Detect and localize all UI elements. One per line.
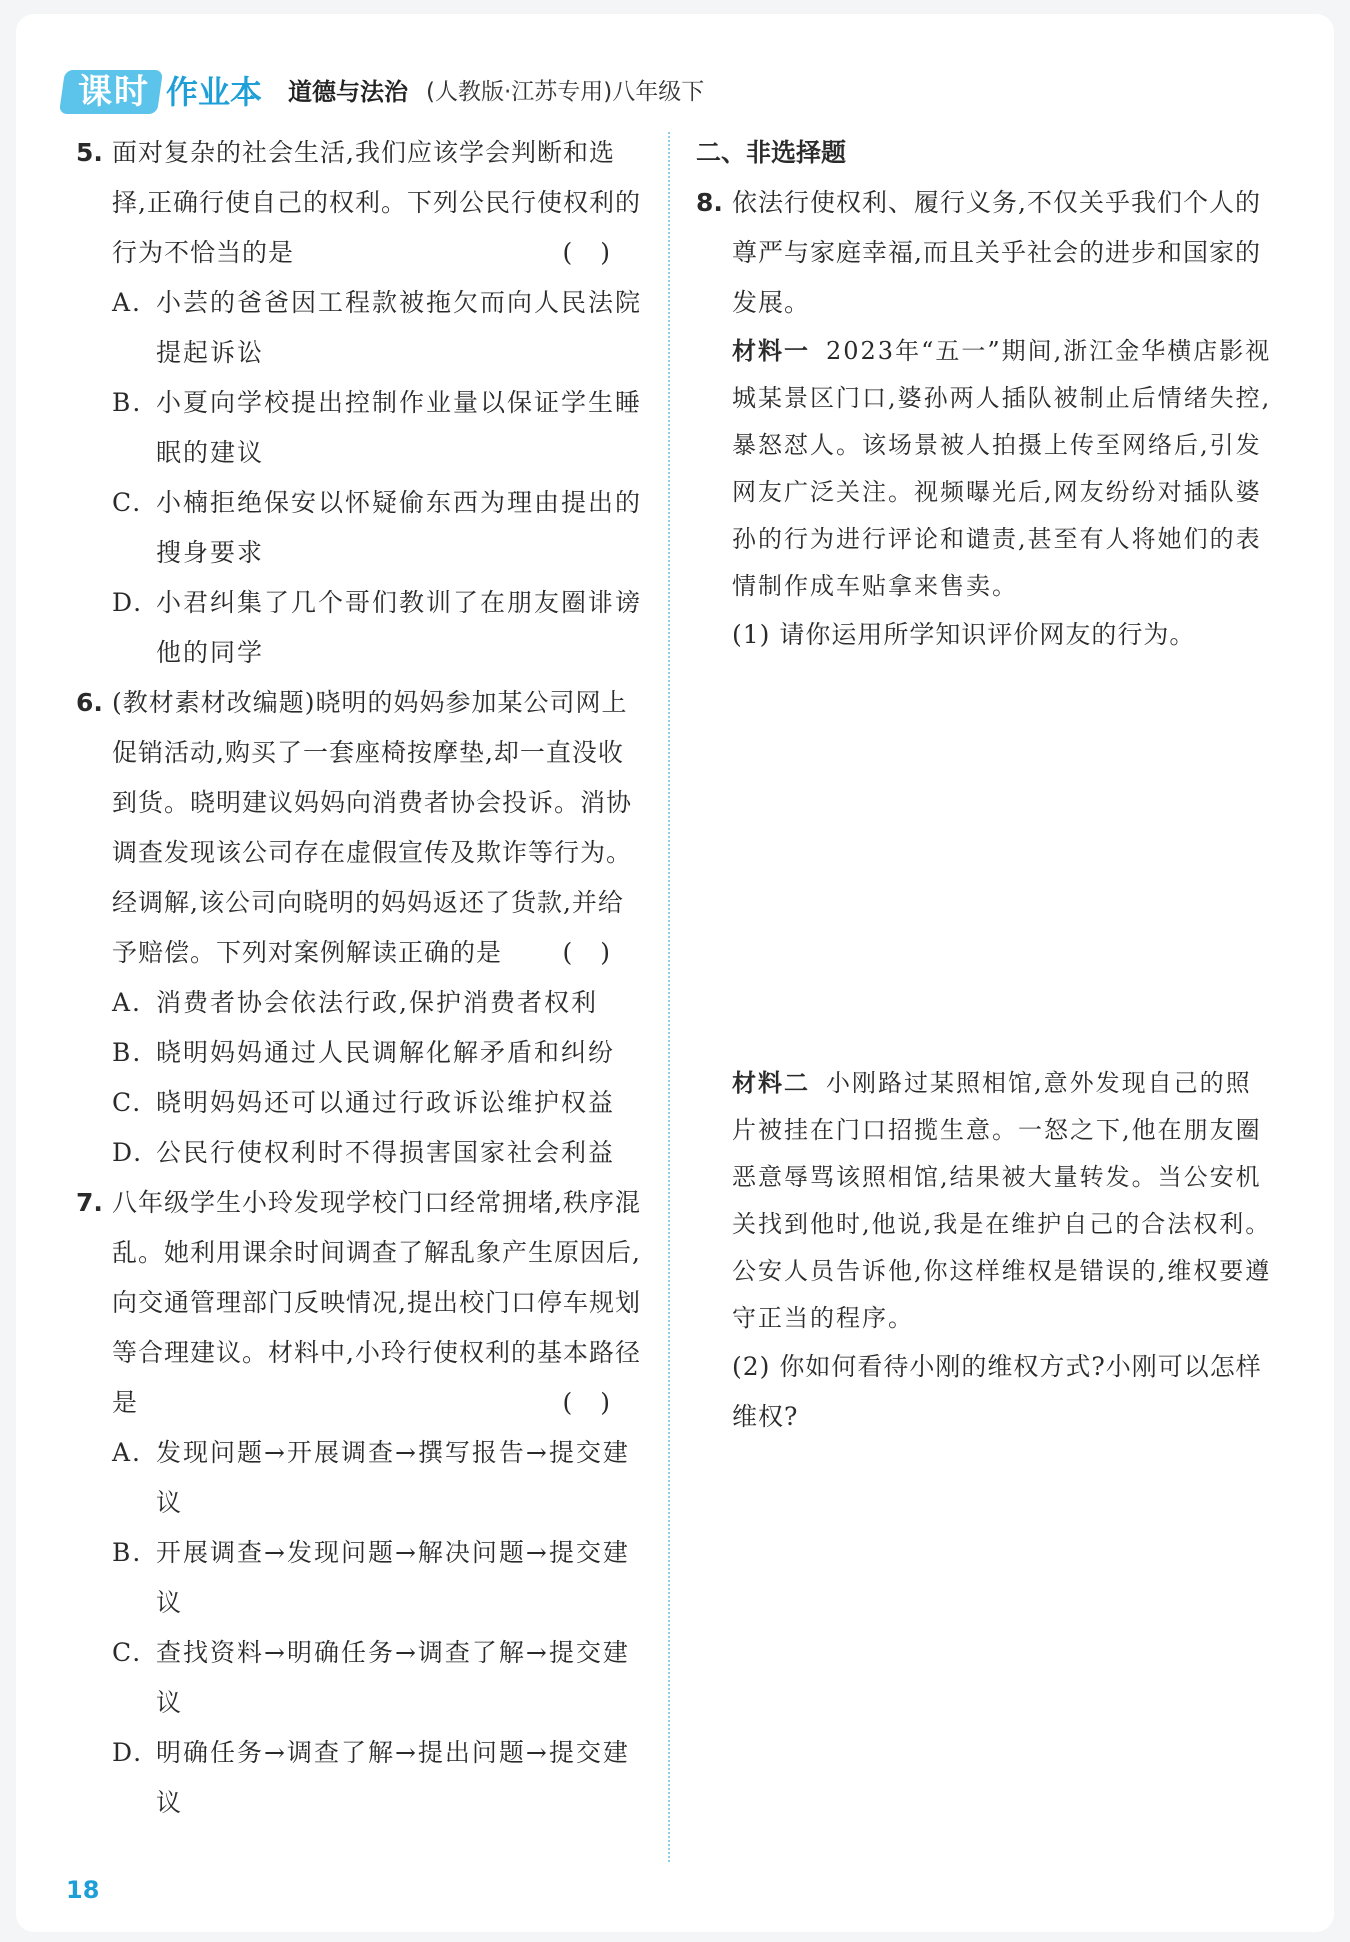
material-text: 2023年“五一”期间,浙江金华横店影视城某景区门口,婆孙两人插队被制止后情绪失控,暴怒怼人。该场景被人拍摄上传至网络后,引发网友广泛关注。视频曝光后,网友纷纷对插队婆孙的行为进行评论和谴责,甚至有人将她们的表情制作成车贴拿来售卖。 [732, 337, 1272, 600]
header-subject: 道德与法治 [288, 78, 408, 106]
right-column [696, 128, 1276, 1442]
option-label: A. [112, 988, 143, 1017]
answer-paren[interactable]: () [562, 238, 638, 267]
option-text: 明确任务→调查了解→提出问题→提交建议 [156, 1738, 630, 1817]
option-label: B. [112, 1538, 143, 1567]
section-title: 二、非选择题 [696, 138, 847, 167]
option-text: 公民行使权利时不得损害国家社会利益 [156, 1138, 616, 1167]
page-header [62, 64, 1262, 128]
option-d[interactable] [112, 1128, 646, 1178]
option-c[interactable] [112, 1078, 646, 1128]
left-column [76, 128, 646, 1828]
option-text: 小夏向学校提出控制作业量以保证学生睡眠的建议 [156, 388, 643, 467]
option-label: D. [112, 588, 144, 617]
option-text: 查找资料→明确任务→调查了解→提交建议 [156, 1638, 630, 1717]
option-label: C. [112, 1638, 143, 1667]
option-b[interactable] [112, 1028, 646, 1078]
question-number: 5. [76, 138, 103, 167]
option-c[interactable] [112, 1628, 646, 1728]
option-d[interactable] [112, 1728, 646, 1828]
option-b[interactable] [112, 378, 646, 478]
header-edition: (人教版·江苏专用)八年级下 [426, 79, 705, 105]
material-two [732, 1060, 1276, 1342]
logo-text-keshi: 课时 [78, 72, 150, 112]
page-number: 18 [66, 1876, 100, 1904]
question-stem [112, 678, 646, 978]
option-text: 小君纠集了几个哥们教训了在朋友圈诽谤他的同学 [156, 588, 643, 667]
option-label: C. [112, 488, 143, 517]
option-label: B. [112, 1038, 143, 1067]
column-divider [668, 132, 670, 1862]
option-label: A. [112, 1438, 143, 1467]
option-text: 晓明妈妈还可以通过行政诉讼维护权益 [156, 1088, 616, 1117]
question-stem-text: 面对复杂的社会生活,我们应该学会判断和选择,正确行使自己的权利。下列公民行使权利的行为不恰当的是 [112, 138, 641, 267]
option-text: 发现问题→开展调查→撰写报告→提交建议 [156, 1438, 630, 1517]
answer-paren[interactable]: () [562, 938, 638, 967]
option-label: C. [112, 1088, 143, 1117]
material-label: 材料二 [732, 1069, 810, 1097]
book-logo [62, 70, 272, 114]
option-a[interactable] [112, 278, 646, 378]
question-6 [76, 678, 646, 1178]
question-number: 8. [696, 188, 723, 217]
option-d[interactable] [112, 578, 646, 678]
option-label: B. [112, 388, 143, 417]
option-label: D. [112, 1138, 144, 1167]
option-text: 开展调查→发现问题→解决问题→提交建议 [156, 1538, 630, 1617]
answer-area-1[interactable] [696, 660, 1276, 1060]
option-a[interactable] [112, 1428, 646, 1528]
option-b[interactable] [112, 1528, 646, 1628]
material-one [732, 328, 1276, 610]
sub-question-1: (1) 请你运用所学知识评价网友的行为。 [732, 620, 1196, 649]
question-stem [112, 1178, 646, 1428]
question-5 [76, 128, 646, 678]
option-label: A. [112, 288, 143, 317]
question-stem-text: 八年级学生小玲发现学校门口经常拥堵,秩序混乱。她利用课余时间调查了解乱象产生原因后,向交通管理部门反映情况,提出校门口停车规划等合理建议。材料中,小玲行使权利的基本路径是 [112, 1188, 641, 1417]
option-text: 小芸的爸爸因工程款被拖欠而向人民法院提起诉讼 [156, 288, 643, 367]
option-text: 晓明妈妈通过人民调解化解矛盾和纠纷 [156, 1038, 616, 1067]
option-label: D. [112, 1738, 144, 1767]
option-text: 消费者协会依法行政,保护消费者权利 [156, 988, 598, 1017]
question-stem: 依法行使权利、履行义务,不仅关乎我们个人的尊严与家庭幸福,而且关乎社会的进步和国家的发展。 [732, 188, 1261, 317]
question-stem-text: (教材素材改编题)晓明的妈妈参加某公司网上促销活动,购买了一套座椅按摩垫,却一直没收到货。晓明建议妈妈向消费者协会投诉。消协调查发现该公司存在虚假宣传及欺诈等行为。经调解,该公司向晓明的妈妈返还了货款,并给予赔偿。下列对案例解读正确的是 [112, 688, 633, 967]
question-number: 6. [76, 688, 103, 717]
answer-paren[interactable]: () [562, 1388, 638, 1417]
material-text: 小刚路过某照相馆,意外发现自己的照片被挂在门口招揽生意。一怒之下,他在朋友圈恶意辱骂该照相馆,结果被大量转发。当公安机关找到他时,他说,我是在维护自己的合法权利。公安人员告诉他,你这样维权是错误的,维权要遵守正当的程序。 [732, 1069, 1272, 1332]
question-stem [112, 128, 646, 278]
material-label: 材料一 [732, 337, 810, 365]
logo-text-zuoyeben: 作业本 [166, 73, 263, 111]
question-7 [76, 1178, 646, 1828]
option-text: 小楠拒绝保安以怀疑偷东西为理由提出的搜身要求 [156, 488, 643, 567]
option-c[interactable] [112, 478, 646, 578]
question-number: 7. [76, 1188, 103, 1217]
option-a[interactable] [112, 978, 646, 1028]
sub-question-2: (2) 你如何看待小刚的维权方式?小刚可以怎样维权? [732, 1352, 1262, 1431]
question-8 [696, 178, 1276, 1442]
